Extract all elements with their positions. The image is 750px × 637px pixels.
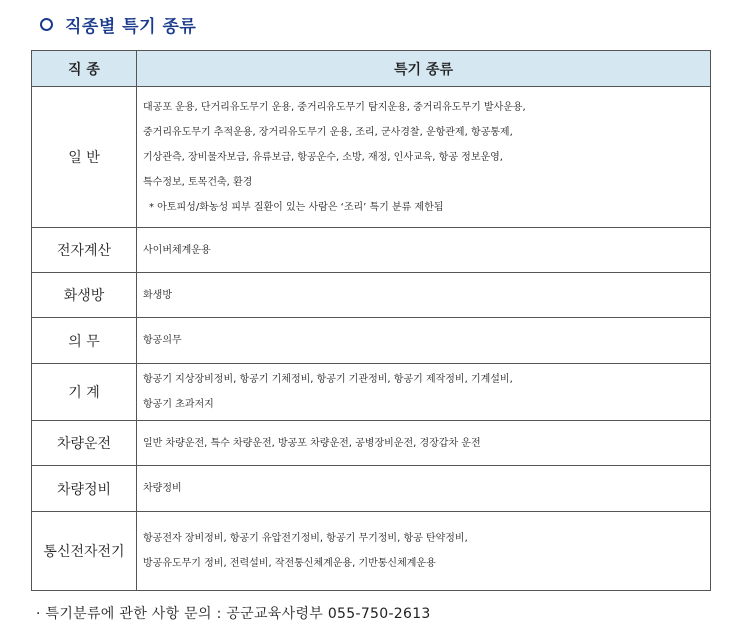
- row-category: 기 계: [32, 364, 137, 421]
- row-content: [137, 364, 711, 421]
- content-line: 항공의무: [143, 335, 182, 346]
- content-line: 일반 차량운전, 특수 차량운전, 방공포 차량운전, 공병장비운전, 경장갑차 운전: [143, 437, 481, 449]
- row-content: [137, 228, 711, 273]
- content-line: 항공기 초과저지: [143, 399, 214, 410]
- header-job-type: 직 종: [32, 51, 137, 87]
- content-line: 기상관측, 장비물자보급, 유류보급, 항공운수, 소방, 재정, 인사교육, 항공 정보운영,: [143, 151, 503, 163]
- content-line: 방공유도무기 정비, 전력설비, 작전통신체계운용, 기반통신체계운용: [143, 558, 436, 569]
- row-category: 의 무: [32, 318, 137, 364]
- row-content: [137, 466, 711, 512]
- table-row: [32, 273, 711, 318]
- row-category: 전자계산: [32, 228, 137, 273]
- table-row: [32, 421, 711, 466]
- table-row: [32, 466, 711, 512]
- table-header-row: [32, 51, 711, 87]
- page-title: [40, 10, 196, 38]
- table-row: [32, 87, 711, 228]
- specialty-table: [31, 50, 711, 591]
- content-line: 항공전자 장비정비, 항공기 유압전기정비, 항공기 무기정비, 항공 탄약정비,: [143, 533, 468, 544]
- table-row: [32, 512, 711, 591]
- content-line: 특수정보, 토목건축, 환경: [143, 176, 253, 188]
- header-specialty-type: 특기 종류: [137, 51, 711, 87]
- content-line: 사이버체계운용: [143, 244, 211, 256]
- content-line: 차량정비: [143, 483, 182, 494]
- content-line: 화생방: [143, 289, 172, 301]
- row-category: 화생방: [32, 273, 137, 318]
- row-content: [137, 512, 711, 591]
- content-line: 중거리유도무기 추적운용, 장거리유도무기 운용, 조리, 군사경찰, 운항관제, 항공통제,: [143, 126, 513, 138]
- circle-bullet-icon: [40, 18, 53, 31]
- contact-footer: · 특기분류에 관한 사항 문의 : 공군교육사령부 055-750-2613: [36, 606, 431, 622]
- note-line: * 아토피성/화농성 피부 질환이 있는 사람은 ‘조리’ 특기 분류 제한됨: [149, 201, 444, 213]
- row-category: 차량정비: [32, 466, 137, 512]
- table-row: [32, 228, 711, 273]
- row-category: 통신전자전기: [32, 512, 137, 591]
- page-title-text: 직종별 특기 종류: [65, 16, 197, 37]
- row-category: 일 반: [32, 87, 137, 228]
- row-content: [137, 318, 711, 364]
- row-content: [137, 87, 711, 228]
- row-content: [137, 421, 711, 466]
- table-row: [32, 318, 711, 364]
- table-row: [32, 364, 711, 421]
- row-category: 차량운전: [32, 421, 137, 466]
- content-line: 항공기 지상장비정비, 항공기 기체정비, 항공기 기관정비, 항공기 제작정비, 기계설비,: [143, 374, 513, 385]
- content-line: 대공포 운용, 단거리유도무기 운용, 중거리유도무기 탐지운용, 중거리유도무기 발사운용,: [143, 101, 526, 113]
- row-content: [137, 273, 711, 318]
